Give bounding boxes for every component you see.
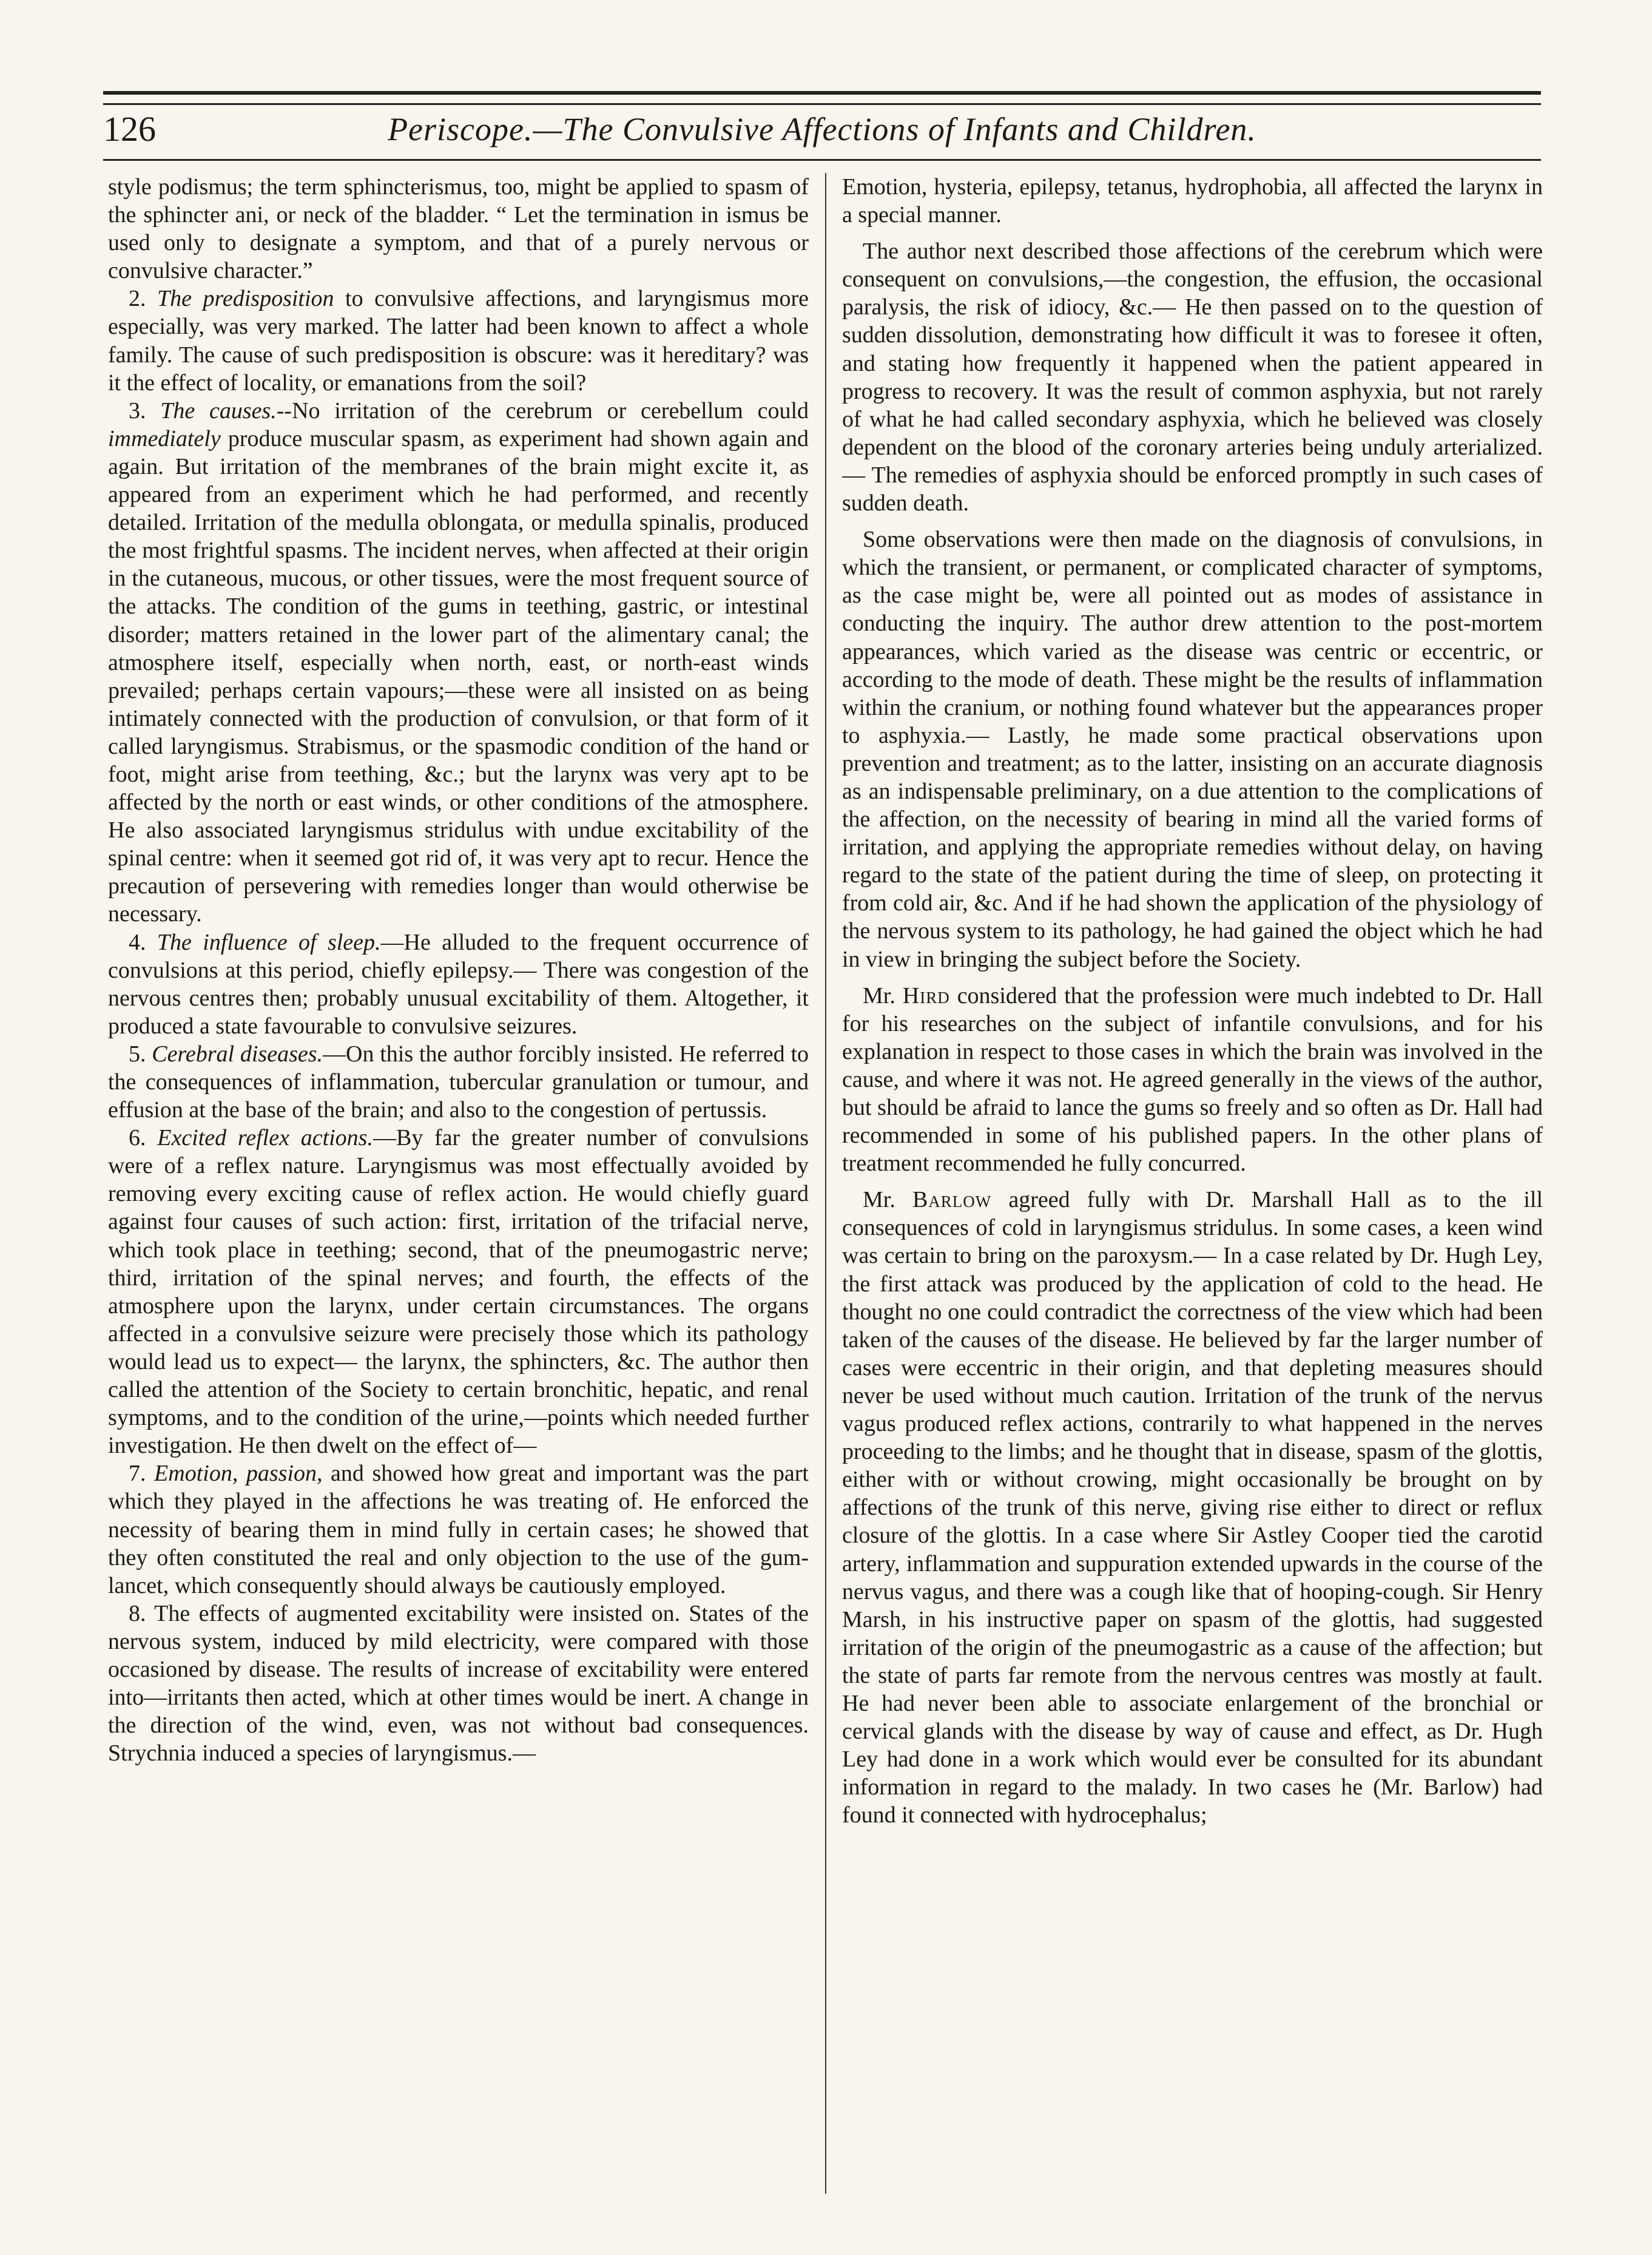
paragraph-affections-of-cerebrum: The author next described those affections of the cerebrum which were consequent on convulsions,—the congestion, the effusion, the occasional paralysis, the risk of idiocy, &c.— He then passed on to the question of sudden dissolution, demonstrating how difficult it was to foresee it often, and stating how frequently it happened when the patient appeared in progress to recovery. It was the result of common asphyxia, but not rarely of what he had called secondary asphyxia, which he believed was closely dependent on the blood of the coronary arteries being unduly arterialized.— The remedies of asphyxia should be enforced promptly in such cases of sudden death. bbox=[842, 238, 1543, 516]
section-number: 6. bbox=[129, 1125, 146, 1151]
section-emotion-passion bbox=[108, 1459, 809, 1599]
paragraph-diagnosis: Some observations were then made on the diagnosis of convulsions, in which the transient, or permanent, or complicated character of symptoms, as the case might be, were all pointed out as modes of assistance in conducting the inquiry. The author drew attention to the post-mortem appearances, which varied as the disease was centric or eccentric, or according to the mode of death. These might be the results of inflammation within the cranium, or nothing found whatever but the appearances proper to asphyxia.— Lastly, he made some practical observations upon prevention and treatment; as to the latter, insisting on an accurate diagnosis as an indispensable preliminary, on a due attention to the complications of the affection, on the necessity of bearing in mind all the varied forms of irritation, and applying the appropriate remedies without delay, on having regard to the state of the patient during the time of sleep, on protecting it from cold air, &c. And if he had shown the application of the physiology of the nervous system to its pathology, he had gained the object which he had in view in bringing the subject before the Society. bbox=[842, 527, 1543, 972]
section-number: 7. bbox=[129, 1461, 146, 1487]
section-causes bbox=[108, 397, 809, 928]
section-title: Emotion, passion, bbox=[154, 1461, 323, 1487]
section-cerebral-diseases bbox=[108, 1040, 809, 1124]
section-number: 3. bbox=[129, 397, 146, 424]
section-title: The causes. bbox=[160, 397, 277, 424]
section-text: —By far the greater number of convulsions were of a reflex nature. Laryngismus was most effectually avoided by removing every exciting cause of reflex action. He would chiefly guard against four causes of such action: first, irritation of the trifacial nerve, which took place in teething; second, that of the pneumogastric nerve; third, irritation of the spinal nerves; and fourth, the effects of the atmosphere upon the larynx, under certain circumstances. The organs affected in a convulsive seizure were precisely those which its pathology would lead us to expect— the larynx, the sphincters, &c. The author then called the attention of the Society to certain bronchitic, hepatic, and renal symptoms, and to the condition of the urine,—points which needed further investigation. He then dwelt on the effect of— bbox=[108, 1125, 809, 1459]
section-text: produce muscular spasm, as experiment had shown again and again. But irritation of the membranes of the brain might excite it, as appeared from an experiment which he had performed, and recently detailed. Irritation of the medulla oblongata, or medulla spinalis, produced the most frightful spasms. The incident nerves, when affected at their origin in the cutaneous, mucous, or other tissues, were the most frequent source of the attacks. The condition of the gums in teething, gastric, or intestinal disorder; matters retained in the lower part of the alimentary canal; the atmosphere itself, especially when north, east, or north-east winds prevailed; perhaps certain vapours;—these were all insisted on as being intimately connected with the production of convulsion, or that form of it called laryngismus. Strabismus, or the spasmodic condition of the hand or foot, might arise from teething, &c.; but the larynx was very apt to be affected by the north or east winds, or other conditions of the atmosphere. He also associated laryngismus stridulus with undue excitability of the spinal centre: when it seemed got rid of, it was very apt to recur. Hence the precaution of persevering with remedies longer than would otherwise be necessary. bbox=[108, 425, 809, 927]
section-text: The effects of augmented excitability were insisted on. States of the nervous system, induced by mild electricity, were compared with those occasioned by disease. The results of increase of excitability were entered into—irritants then acted, which at other times would be inert. A change in the direction of the wind, even, was not without bad consequences. Strychnia induced a species of laryngismus.— bbox=[108, 1600, 809, 1766]
speaker-prefix: Mr. bbox=[863, 982, 895, 1009]
section-title: The predisposition bbox=[157, 286, 334, 312]
speaker-name: Barlow bbox=[912, 1187, 992, 1213]
paragraph-mr-hird bbox=[842, 982, 1543, 1178]
header-rule bbox=[103, 159, 1541, 161]
section-title: Excited reflex actions. bbox=[157, 1125, 373, 1151]
speaker-prefix: Mr. bbox=[863, 1187, 895, 1213]
section-text: to convulsive affections, and laryngismus more especially, was very marked. The latter had been known to affect a whole family. The cause of such predisposition is obscure: was it hereditary? was it the effect of locality, or emanations from the soil? bbox=[108, 286, 809, 396]
section-number: 5. bbox=[129, 1041, 146, 1067]
section-number: 4. bbox=[129, 929, 146, 955]
page-number: 126 bbox=[103, 109, 156, 149]
running-title: Periscope.—The Convulsive Affections of Infants and Children. bbox=[388, 111, 1256, 147]
section-augmented-excitability bbox=[108, 1600, 809, 1768]
paragraph-continuation: style podismus; the term sphincterismus, too, might be applied to spasm of the sphincter ani, or neck of the bladder. “ Let the termination in ismus be used only to designate a symptom, and that of a purely nervous or convulsive character.” bbox=[108, 174, 809, 284]
section-text: --No irritation of the cerebrum or cerebellum could bbox=[276, 397, 809, 424]
section-number: 2. bbox=[129, 286, 146, 312]
section-title: Cerebral diseases. bbox=[152, 1041, 323, 1067]
right-column bbox=[842, 173, 1543, 2194]
section-influence-of-sleep bbox=[108, 928, 809, 1040]
page-header bbox=[103, 108, 1541, 157]
left-column bbox=[108, 173, 809, 2194]
paragraph-text: agreed fully with Dr. Marshall Hall as to the ill consequences of cold in laryngismus stridulus. In some cases, a keen wind was certain to bring on the paroxysm.— In a case related by Dr. Hugh Ley, the first attack was produced by the application of cold to the head. He thought no one could contradict the correctness of the view which had been taken of the causes of the disease. He believed by far the larger number of cases were eccentric in their origin, and that depleting measures should never be used without much caution. Irritation of the trunk of the nervus vagus produced reflex actions, contrarily to what happened in the nerves proceeding to the limbs; and he thought that in disease, spasm of the glottis, either with or without crowing, might occasionally be brought on by affections of the trunk of this nerve, giving rise either to direct or reflux closure of the glottis. In a case where Sir Astley Cooper tied the carotid artery, inflammation and suppuration extended upwards in the course of the nervus vagus, and there was a cough like that of hooping-cough. Sir Henry Marsh, in his instructive paper on spasm of the glottis, had suggested irritation of the origin of the pneumogastric as a cause of the affection; but the state of parts far remote from the nervous centres was mostly at fault. He had never been able to associate enlargement of the bronchial or cervical glands with the disease by way of cause and effect, as Dr. Hugh Ley had done in a work which would ever be consulted for its abundant information in regard to the malady. In two cases he (Mr. Barlow) had found it connected with hydrocephalus; bbox=[842, 1187, 1543, 1828]
section-text: —He alluded to the frequent occurrence of convulsions at this period, chiefly epilepsy.— There was congestion of the nervous centres then; probably unusual excitability of them. Altogether, it produced a state favourable to convulsive seizures. bbox=[108, 929, 809, 1039]
top-double-rule bbox=[103, 91, 1541, 105]
paragraph-mr-barlow bbox=[842, 1186, 1543, 1829]
paragraph-continuation: Emotion, hysteria, epilepsy, tetanus, hydrophobia, all affected the larynx in a special manner. bbox=[842, 174, 1543, 228]
section-text: —On this the author forcibly insisted. He referred to the consequences of inflammation, tubercular granulation or tumour, and effusion at the base of the brain; and also to the congestion of pertussis. bbox=[108, 1041, 809, 1123]
section-text: and showed how great and important was the part which they played in the affections he was treating of. He enforced the necessity of bearing them in mind fully in certain cases; he showed that they often constituted the real and only objection to the use of the gum-lancet, which consequently should always be cautiously employed. bbox=[108, 1461, 809, 1598]
section-title: The influence of sleep. bbox=[157, 929, 381, 955]
emphasis: immediately bbox=[108, 425, 221, 451]
column-divider bbox=[825, 173, 826, 2194]
section-excited-reflex-actions bbox=[108, 1124, 809, 1459]
section-number: 8. bbox=[129, 1600, 146, 1626]
speaker-name: Hird bbox=[902, 982, 950, 1009]
section-predisposition bbox=[108, 285, 809, 396]
paragraph-text: considered that the profession were much indebted to Dr. Hall for his researches on the subject of infantile convulsions, and for his explanation in respect to those cases in which the brain was involved in the cause, and where it was not. He agreed generally in the views of the author, but should be afraid to lance the gums so freely and so often as Dr. Hall had recommended in some of his published papers. In the other plans of treatment recommended he fully concurred. bbox=[842, 982, 1543, 1177]
